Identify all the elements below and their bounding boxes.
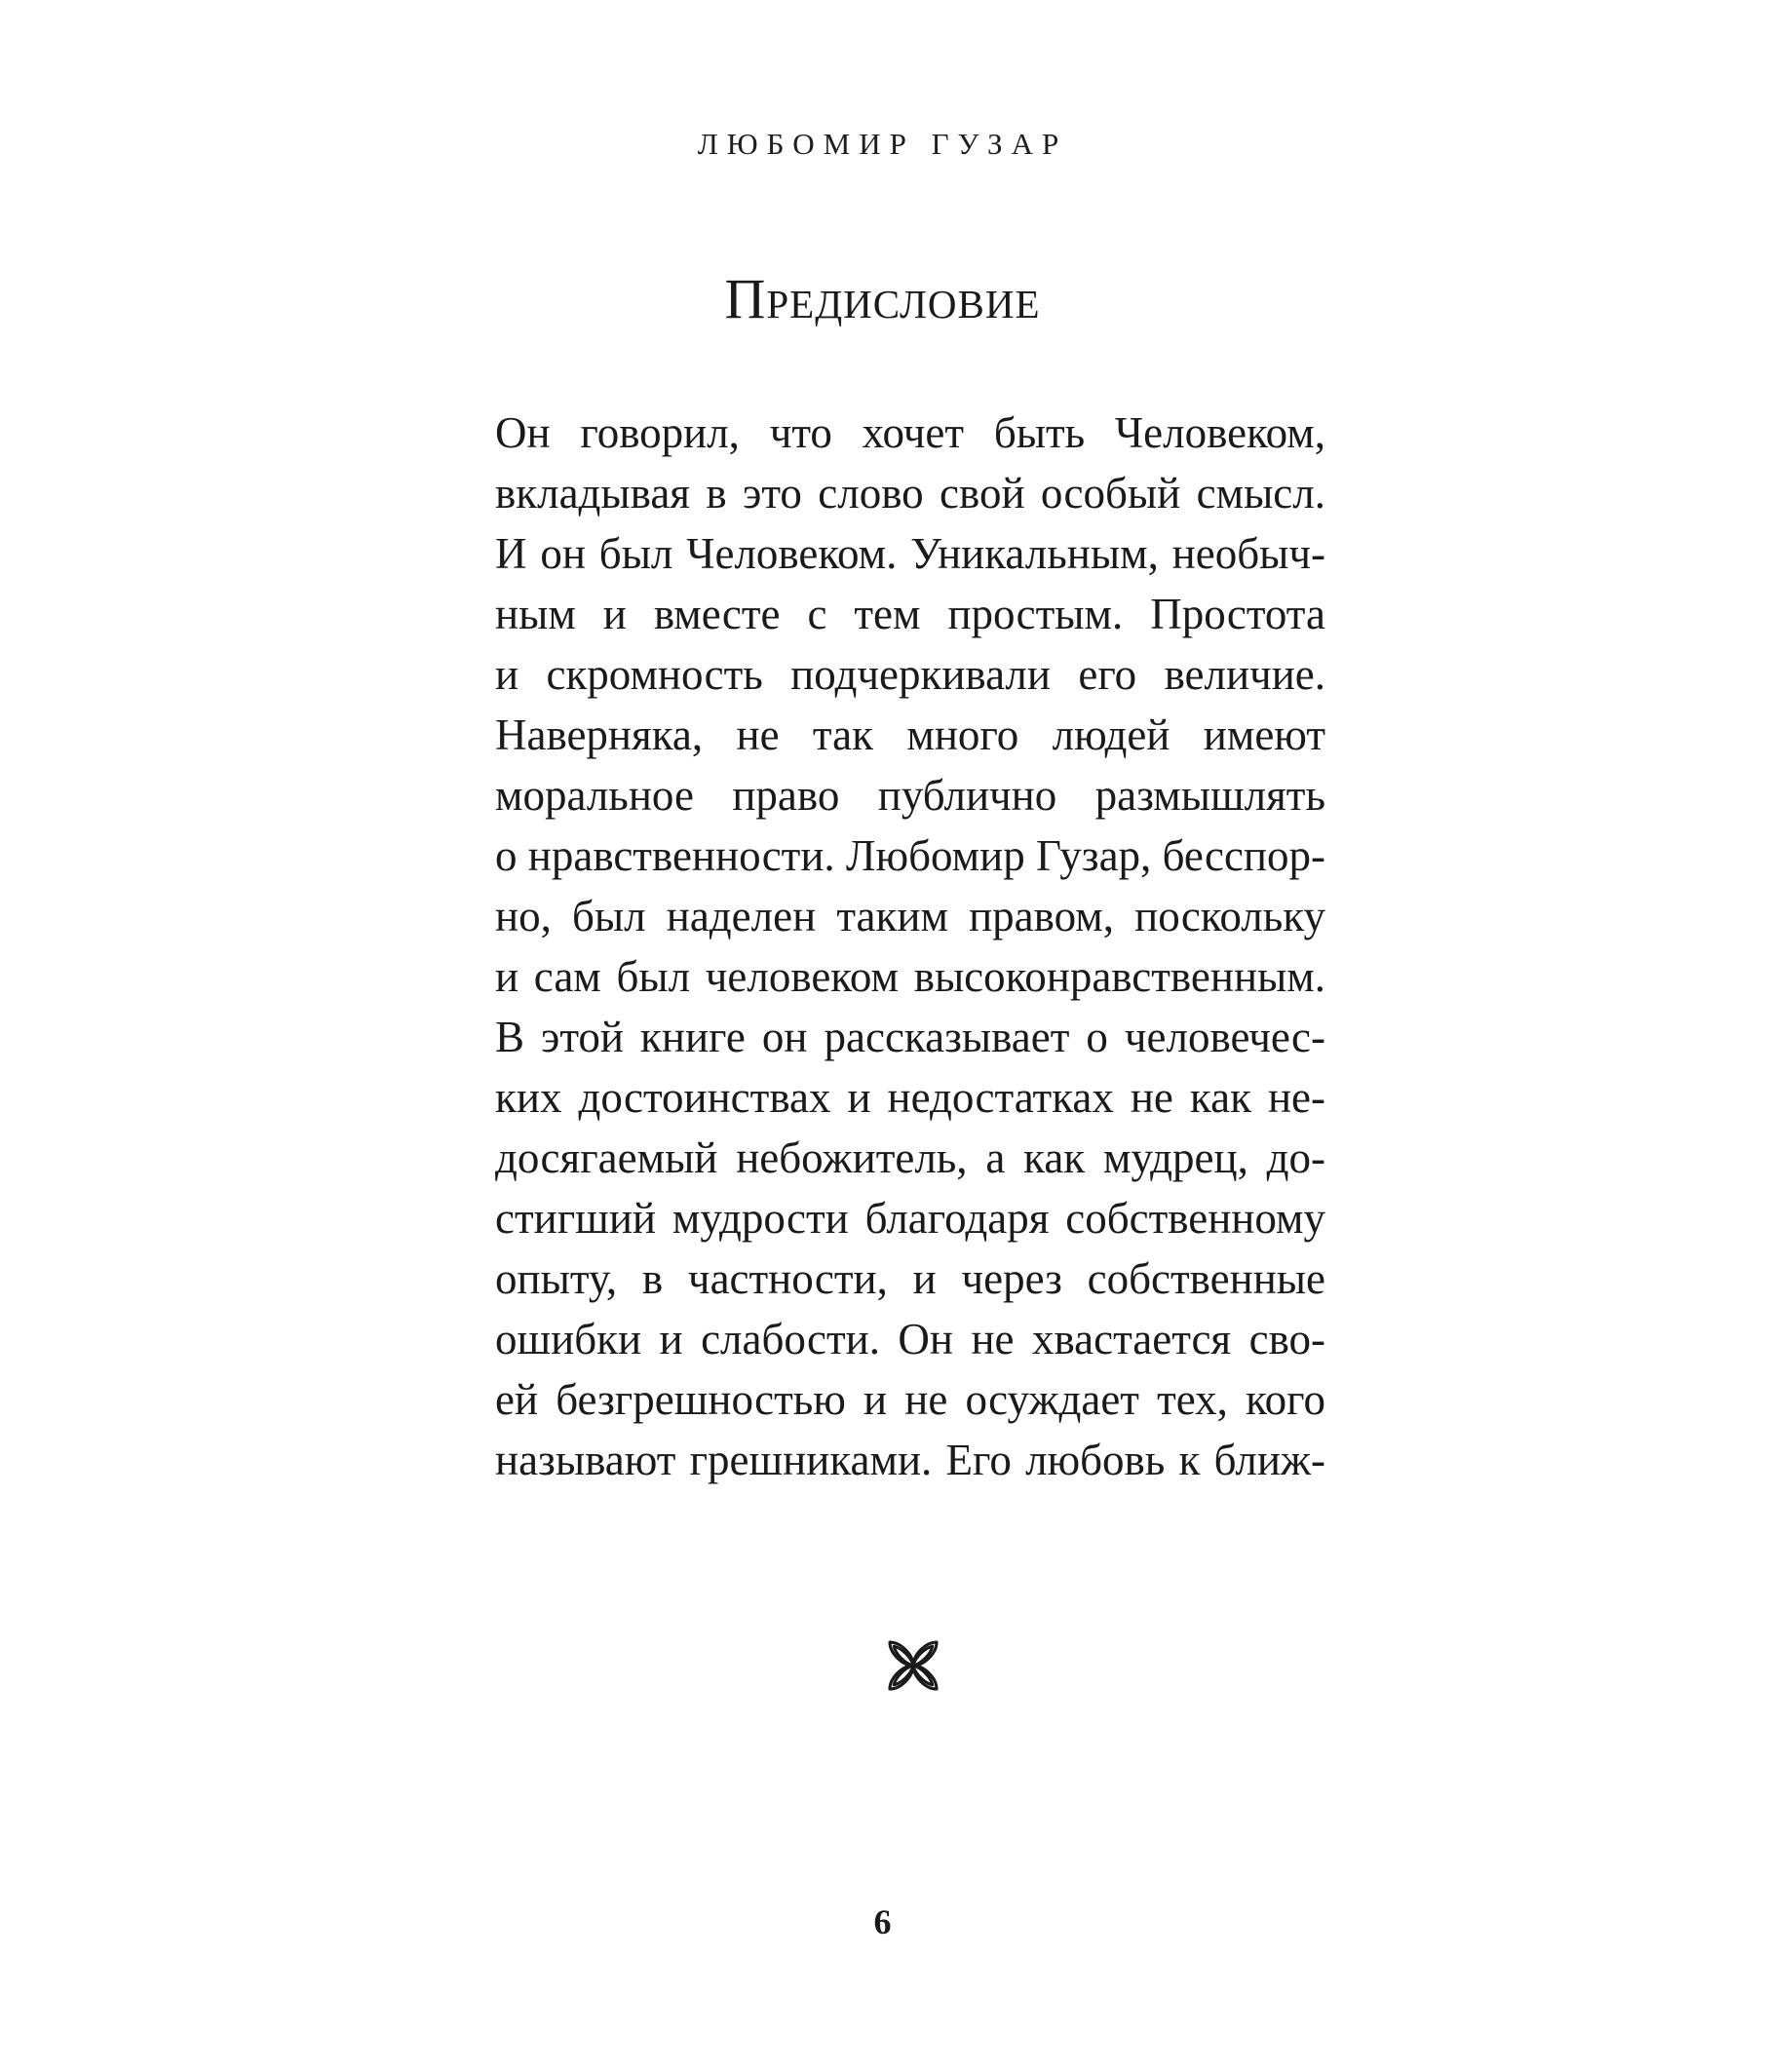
text-line: И он был Человеком. Уникальным, необыч- <box>495 529 1325 578</box>
text-line: опыту, в частности, и через собственные <box>495 1254 1325 1303</box>
text-line: ей безгрешностью и не осуждает тех, кого <box>495 1375 1325 1424</box>
text-line: досягаемый небожитель, а как мудрец, до- <box>495 1133 1325 1182</box>
text-line: Он говорил, что хочет быть Человеком, <box>495 408 1325 457</box>
four-petal-ornament-icon <box>878 1631 948 1701</box>
text-line: моральное право публично размышлять <box>495 771 1325 820</box>
body-text <box>495 403 1325 1490</box>
chapter-title: Предисловие <box>724 267 1041 330</box>
text-line: Наверняка, не так много людей имеют <box>495 710 1325 759</box>
text-line: ным и вместе с тем простым. Простота <box>495 590 1325 638</box>
text-line: называют грешниками. Его любовь к ближ- <box>495 1436 1325 1484</box>
text-line: стигший мудрости благодаря собственному <box>495 1194 1325 1243</box>
text-line: но, был наделен таким правом, поскольку <box>495 892 1325 940</box>
text-line: ких достоинствах и недостатках не как не- <box>495 1073 1325 1122</box>
text-line: вкладывая в это слово свой особый смысл. <box>495 469 1325 518</box>
page-number: 6 <box>873 1902 892 1941</box>
running-header: ЛЮБОМИР ГУЗАР <box>697 127 1068 161</box>
text-line: и сам был человеком высоконравственным. <box>495 952 1325 1001</box>
text-line: В этой книге он рассказывает о человечес- <box>495 1013 1325 1061</box>
text-line: ошибки и слабости. Он не хвастается сво- <box>495 1315 1325 1363</box>
text-line: и скромность подчеркивали его величие. <box>495 650 1325 699</box>
text-line: о нравственности. Любомир Гузар, бесспор- <box>495 831 1325 880</box>
